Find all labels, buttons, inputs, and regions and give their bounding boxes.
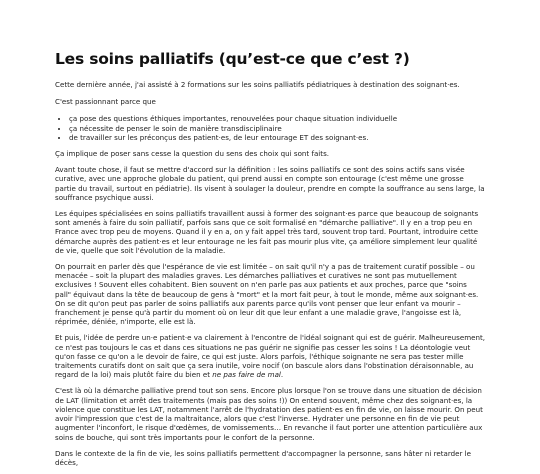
reasons-list <box>55 114 485 142</box>
list-item: • ça nécessite de penser le soin de manière transdisciplinaire <box>69 124 485 133</box>
paragraph-teams: Les équipes spécialisées en soins palliatifs travaillent aussi à former des soignant·es parce que beaucoup de soignants sont amenés à faire du soin palliatif, parfois sans que ce soit formalisé en "démarche palliative". Il y en a trop peu en France avec trop peu de moyens. Quand il y en a, on y fait appel très tard, souvent trop tard. Pourtant, introduire cette démarche auprès des patient·es et leur entourage ne les fait pas mourir plus vite, ça améliore simplement leur qualité de vie, quelle que soit l'évolution de la maladie. <box>55 209 479 255</box>
paragraph-lat: C'est là où la démarche palliative prend tout son sens. Encore plus lorsque l'on se trouve dans une situation de décision de LAT (limitation et arrêt des traitements (mais pas des soins !)) On entend souvent, même chez des soignant·es, la violence que constitue les LAT, notamment l'arrêt de l'hydratation des patient·es en fin de vie, on laisse mourir. On peut avoir l'impression que c'est de la maltraitance, alors que c'est l'inverse. Hydrater une personne en fin de vie peut augmenter l'inconfort, le risque d'œdèmes, de vomissements… En revanche il faut porter une attention particulière aux soins de bouche, qui sont très importants pour le confort de la personne. <box>55 386 483 442</box>
emphasis-text: ne pas faire de mal <box>212 370 281 380</box>
paragraph-ideal-text: Et puis, l'idée de perdre un·e patient·e va clairement à l'encontre de l'idéal soignant qui est de guérir. Malheureusement, ce n'est pas toujours le cas et dans ces situations ne pas guérir ne signifie pas cesser les soins ! La déontologie veut qu'on fasse ce qu'on a le devoir de faire, ce qui est juste. Alors parfois, l'éthique soignante ne sera pas tester mille traitements curatifs dont on sait que ça sera inutile, voire nocif (on bascule alors dans l'obstination déraisonnable, au regard de la loi) mais plutôt faire du bien et <box>55 333 486 380</box>
list-item: • ça pose des questions éthiques importantes, renouvelées pour chaque situation individuelle <box>69 114 485 123</box>
paragraph-ideal <box>55 333 485 379</box>
paragraph-meaning: Ça implique de poser sans cesse la question du sens des choix qui sont faits. <box>55 149 330 159</box>
paragraph-when: On pourrait en parler dès que l'espérance de vie est limitée – on sait qu'il n'y a pas de traitement curatif possible – ou menacée – soit la plupart des maladies graves. Les démarches palliatives et curatives ne sont pas mutuellement exclusives ! Souvent elles cohabitent. Bien souvent on n'en parle pas aux patients et aux proches, parce que "soins pall" équivaut dans la tête de beaucoup de gens à "mort" et la mort fait peur, à tout le monde, même aux soignant·es. On se dit qu'on peut pas parler de soins palliatifs aux parents parce qu'ils vont penser que leur enfant va mourir – franchement je pense qu'à partir du moment où on leur dit que leur enfant a une maladie grave, l'angoisse est là, réprimée, déniée, n'importe, elle est là. <box>55 262 479 327</box>
paragraph-end-of-life: Dans le contexte de la fin de vie, les soins palliatifs permettent d'accompagner la personne, sans hâter ni retarder le décès, <box>55 448 472 467</box>
article <box>55 50 485 474</box>
paragraph-ideal-end: . <box>280 370 284 380</box>
article-title: Les soins palliatifs (qu’est-ce que c’est ?) <box>55 50 410 68</box>
paragraph-definition: Avant toute chose, il faut se mettre d'accord sur la définition : les soins palliatifs ce sont des soins actifs sans visée curative, avec une approche globale du patient, qui prend aussi en compte son entourage (c'est même une grosse partie du travail, surtout en pédiatrie). Ils visent à soulager la douleur, prendre en compte la souffrance au sens large, la souffrance psychique aussi. <box>55 165 485 202</box>
intro-paragraph: Cette dernière année, j'ai assisté à 2 formations sur les soins palliatifs pédiatriques à destination des soignant·es. <box>55 80 460 89</box>
list-item: • de travailler sur les préconçus des patient·es, de leur entourage ET des soignant·es. <box>69 133 485 142</box>
lead-paragraph: C'est passionnant parce que <box>55 97 156 107</box>
